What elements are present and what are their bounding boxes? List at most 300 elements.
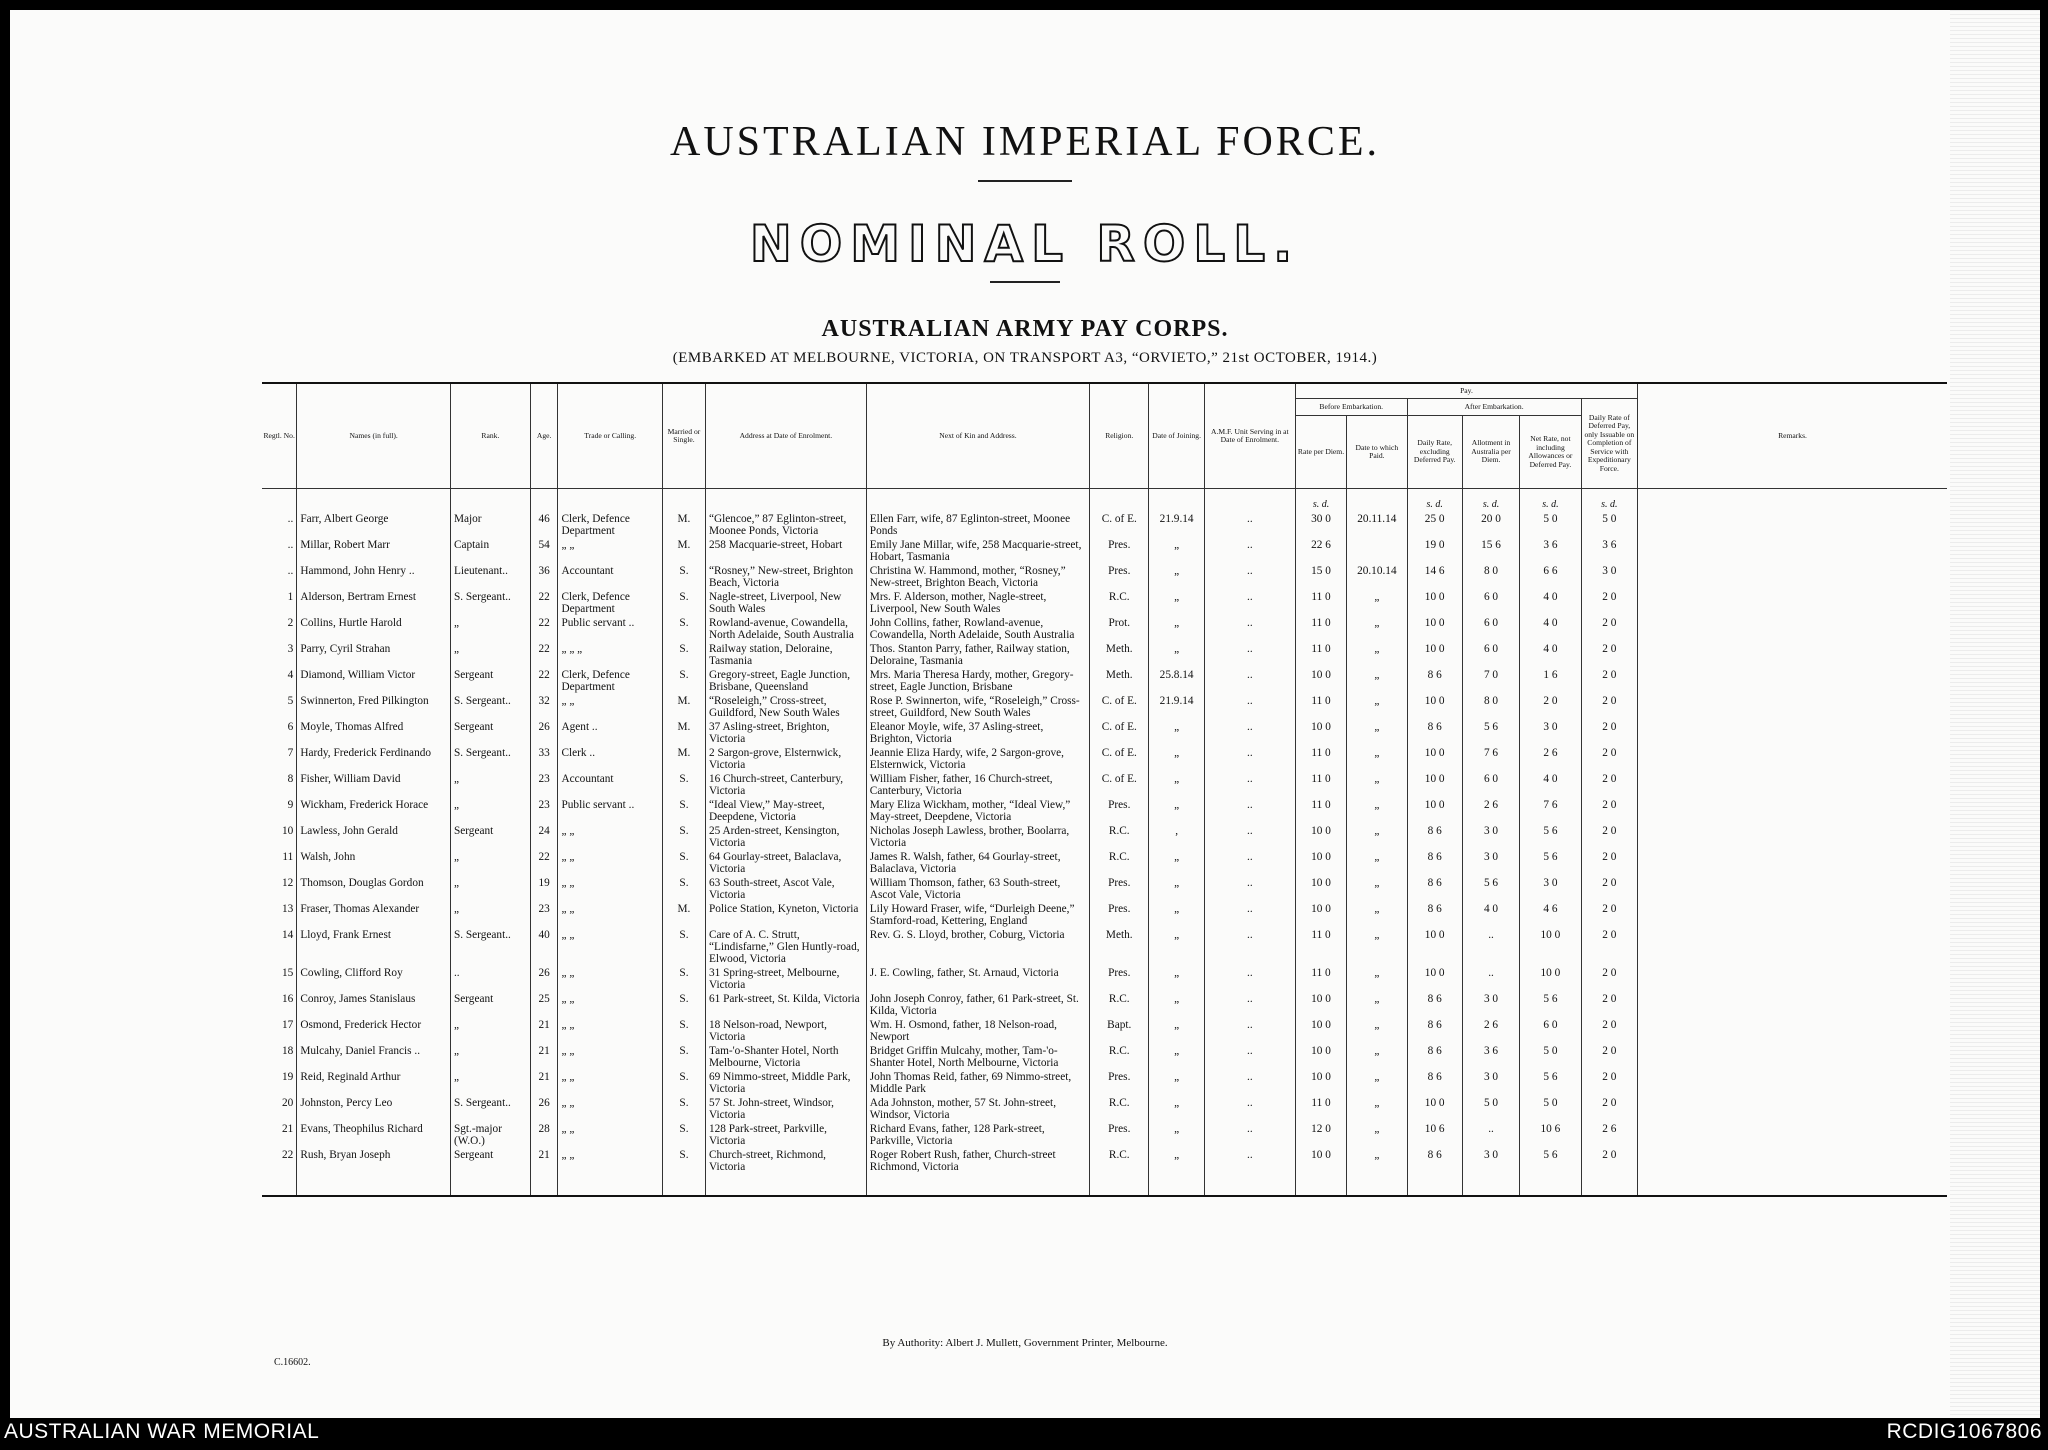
cell-married: S. [662, 1148, 705, 1196]
cell-daily-rate: 19 0 [1407, 538, 1462, 564]
cell-married: S. [662, 1018, 705, 1044]
cell-name: Alderson, Bertram Ernest [297, 590, 451, 616]
cell-amf-unit: .. [1204, 512, 1295, 538]
cell-deferred-pay: 2 0 [1581, 694, 1637, 720]
cell-remarks [1638, 798, 1947, 824]
cell-trade: „ „ „ [558, 642, 662, 668]
cell-allotment: 6 0 [1462, 642, 1519, 668]
cell-allotment: 4 0 [1462, 902, 1519, 928]
cell-net-rate: 5 0 [1520, 512, 1581, 538]
cell-married: S. [662, 590, 705, 616]
table-row [262, 1070, 1947, 1096]
table-row [262, 746, 1947, 772]
cell-next-of-kin: J. E. Cowling, father, St. Arnaud, Victoria [866, 966, 1089, 992]
cell-date-joining: , [1149, 824, 1204, 850]
cell-name: Hammond, John Henry .. [297, 564, 451, 590]
cell-date-paid: „ [1347, 798, 1407, 824]
cell-date-joining: „ [1149, 538, 1204, 564]
cell-daily-rate: 10 0 [1407, 928, 1462, 966]
cell-trade: „ „ [558, 1018, 662, 1044]
cell-deferred-pay: 2 0 [1581, 966, 1637, 992]
cell-married: M. [662, 512, 705, 538]
cell-deferred-pay: 2 0 [1581, 616, 1637, 642]
cell-net-rate: 4 0 [1520, 642, 1581, 668]
cell-trade: Clerk .. [558, 746, 662, 772]
cell-deferred-pay: 2 0 [1581, 1044, 1637, 1070]
cell-daily-rate: 8 6 [1407, 1044, 1462, 1070]
cell-religion: Pres. [1090, 564, 1149, 590]
cell-rank: S. Sergeant.. [450, 746, 530, 772]
cell-next-of-kin: Rose P. Swinnerton, wife, “Roseleigh,” Cross-street, Guildford, New South Wales [866, 694, 1089, 720]
printer-credit: By Authority: Albert J. Mullett, Government Printer, Melbourne. [882, 1337, 1168, 1349]
cell-next-of-kin: Emily Jane Millar, wife, 258 Macquarie-street, Hobart, Tasmania [866, 538, 1089, 564]
cell-name: Parry, Cyril Strahan [297, 642, 451, 668]
cell-age: 26 [530, 966, 558, 992]
units-label: s. d. [1520, 489, 1581, 513]
units-label: s. d. [1581, 489, 1637, 513]
header-married: Married or Single. [662, 383, 705, 489]
cell-amf-unit: .. [1204, 992, 1295, 1018]
cell-remarks [1638, 1096, 1947, 1122]
cell-date-joining: „ [1149, 1122, 1204, 1148]
cell-next-of-kin: Jeannie Eliza Hardy, wife, 2 Sargon-grove, Elsternwick, Victoria [866, 746, 1089, 772]
cell-rate-per-diem: 10 0 [1295, 992, 1346, 1018]
cell-deferred-pay: 2 0 [1581, 928, 1637, 966]
table-row [262, 1044, 1947, 1070]
cell-date-paid: „ [1347, 642, 1407, 668]
cell-religion: R.C. [1090, 992, 1149, 1018]
cell-allotment: 3 0 [1462, 824, 1519, 850]
cell-address: Rowland-avenue, Cowandella, North Adelaide, South Australia [705, 616, 866, 642]
cell-date-joining: „ [1149, 992, 1204, 1018]
cell-trade: Clerk, Defence Department [558, 668, 662, 694]
cell-trade: „ „ [558, 1122, 662, 1148]
cell-name: Cowling, Clifford Roy [297, 966, 451, 992]
header-trade: Trade or Calling. [558, 383, 662, 489]
cell-net-rate: 6 0 [1520, 1018, 1581, 1044]
cell-remarks [1638, 992, 1947, 1018]
cell-amf-unit: .. [1204, 1148, 1295, 1196]
cell-rank: Sergeant [450, 668, 530, 694]
cell-deferred-pay: 2 0 [1581, 746, 1637, 772]
cell-trade: „ „ [558, 1044, 662, 1070]
cell-amf-unit: .. [1204, 1122, 1295, 1148]
cell-remarks [1638, 876, 1947, 902]
cell-deferred-pay: 2 0 [1581, 772, 1637, 798]
cell-married: S. [662, 772, 705, 798]
cell-daily-rate: 10 0 [1407, 746, 1462, 772]
cell-name: Fisher, William David [297, 772, 451, 798]
cell-daily-rate: 8 6 [1407, 850, 1462, 876]
cell-rate-per-diem: 11 0 [1295, 928, 1346, 966]
cell-rank: S. Sergeant.. [450, 1096, 530, 1122]
cell-married: S. [662, 564, 705, 590]
cell-date-paid: „ [1347, 590, 1407, 616]
table-row [262, 694, 1947, 720]
table-row [262, 902, 1947, 928]
cell-age: 36 [530, 564, 558, 590]
cell-regtl-no: 12 [262, 876, 297, 902]
cell-rate-per-diem: 10 0 [1295, 902, 1346, 928]
cell-net-rate: 5 0 [1520, 1096, 1581, 1122]
cell-rate-per-diem: 10 0 [1295, 824, 1346, 850]
cell-date-joining: „ [1149, 1070, 1204, 1096]
cell-date-paid: „ [1347, 694, 1407, 720]
cell-rank: .. [450, 966, 530, 992]
cell-religion: Pres. [1090, 798, 1149, 824]
cell-rate-per-diem: 11 0 [1295, 772, 1346, 798]
header-address: Address at Date of Enrolment. [705, 383, 866, 489]
cell-rate-per-diem: 30 0 [1295, 512, 1346, 538]
cell-allotment: 15 6 [1462, 538, 1519, 564]
cell-daily-rate: 8 6 [1407, 1148, 1462, 1196]
cell-allotment: 8 0 [1462, 564, 1519, 590]
cell-remarks [1638, 564, 1947, 590]
cell-remarks [1638, 642, 1947, 668]
cell-date-paid: 20.10.14 [1347, 564, 1407, 590]
cell-remarks [1638, 902, 1947, 928]
header-deferred-pay: Daily Rate of Deferred Pay, only Issuable on Completion of Service with Expeditionary Force. [1581, 399, 1637, 489]
heading-rule [990, 281, 1060, 283]
cell-address: 25 Arden-street, Kensington, Victoria [705, 824, 866, 850]
cell-allotment: 8 0 [1462, 694, 1519, 720]
cell-regtl-no: 14 [262, 928, 297, 966]
unit-heading: AUSTRALIAN ARMY PAY CORPS. [821, 316, 1229, 342]
cell-net-rate: 10 6 [1520, 1122, 1581, 1148]
units-label: s. d. [1407, 489, 1462, 513]
cell-name: Farr, Albert George [297, 512, 451, 538]
cell-date-joining: „ [1149, 1018, 1204, 1044]
cell-name: Evans, Theophilus Richard [297, 1122, 451, 1148]
cell-name: Osmond, Frederick Hector [297, 1018, 451, 1044]
cell-age: 22 [530, 642, 558, 668]
cell-trade: Public servant .. [558, 798, 662, 824]
cell-name: Swinnerton, Fred Pilkington [297, 694, 451, 720]
cell-name: Rush, Bryan Joseph [297, 1148, 451, 1196]
cell-trade: „ „ [558, 824, 662, 850]
cell-daily-rate: 14 6 [1407, 564, 1462, 590]
cell-rate-per-diem: 10 0 [1295, 1148, 1346, 1196]
cell-date-joining: „ [1149, 876, 1204, 902]
cell-next-of-kin: Mrs. F. Alderson, mother, Nagle-street, Liverpool, New South Wales [866, 590, 1089, 616]
cell-rank: „ [450, 798, 530, 824]
cell-address: 18 Nelson-road, Newport, Victoria [705, 1018, 866, 1044]
cell-age: 54 [530, 538, 558, 564]
cell-regtl-no: 11 [262, 850, 297, 876]
cell-net-rate: 5 6 [1520, 850, 1581, 876]
cell-net-rate: 5 6 [1520, 992, 1581, 1018]
header-remarks: Remarks. [1638, 383, 1947, 489]
cell-amf-unit: .. [1204, 850, 1295, 876]
cell-remarks [1638, 720, 1947, 746]
cell-married: M. [662, 746, 705, 772]
cell-next-of-kin: John Thomas Reid, father, 69 Nimmo-street, Middle Park [866, 1070, 1089, 1096]
table-row [262, 876, 1947, 902]
table-row [262, 564, 1947, 590]
cell-daily-rate: 10 0 [1407, 772, 1462, 798]
cell-regtl-no: 4 [262, 668, 297, 694]
cell-address: 2 Sargon-grove, Elsternwick, Victoria [705, 746, 866, 772]
cell-regtl-no: 15 [262, 966, 297, 992]
cell-trade: „ „ [558, 1148, 662, 1196]
cell-address: 57 St. John-street, Windsor, Victoria [705, 1096, 866, 1122]
cell-rate-per-diem: 11 0 [1295, 642, 1346, 668]
cell-daily-rate: 8 6 [1407, 720, 1462, 746]
cell-allotment: 7 6 [1462, 746, 1519, 772]
cell-daily-rate: 10 0 [1407, 616, 1462, 642]
cell-religion: C. of E. [1090, 694, 1149, 720]
cell-name: Moyle, Thomas Alfred [297, 720, 451, 746]
cell-name: Reid, Reginald Arthur [297, 1070, 451, 1096]
cell-remarks [1638, 538, 1947, 564]
cell-regtl-no: 13 [262, 902, 297, 928]
cell-age: 40 [530, 928, 558, 966]
cell-allotment: 2 6 [1462, 1018, 1519, 1044]
cell-daily-rate: 8 6 [1407, 1070, 1462, 1096]
header-before-embarkation: Before Embarkation. [1295, 399, 1407, 416]
cell-rate-per-diem: 10 0 [1295, 1018, 1346, 1044]
cell-next-of-kin: James R. Walsh, father, 64 Gourlay-street, Balaclava, Victoria [866, 850, 1089, 876]
cell-deferred-pay: 2 0 [1581, 1018, 1637, 1044]
cell-next-of-kin: Roger Robert Rush, father, Church-street Richmond, Victoria [866, 1148, 1089, 1196]
cell-regtl-no: 21 [262, 1122, 297, 1148]
cell-age: 28 [530, 1122, 558, 1148]
cell-amf-unit: .. [1204, 1070, 1295, 1096]
cell-rate-per-diem: 11 0 [1295, 746, 1346, 772]
cell-married: S. [662, 798, 705, 824]
cell-date-joining: 25.8.14 [1149, 668, 1204, 694]
units-row [262, 489, 1947, 513]
cell-religion: Pres. [1090, 966, 1149, 992]
cell-married: S. [662, 824, 705, 850]
nominal-roll-heading: NOMINAL ROLL. [749, 215, 1301, 273]
cell-remarks [1638, 824, 1947, 850]
cell-rank: Sergeant [450, 824, 530, 850]
cell-rate-per-diem: 10 0 [1295, 720, 1346, 746]
cell-net-rate: 10 0 [1520, 928, 1581, 966]
cell-address: Church-street, Richmond, Victoria [705, 1148, 866, 1196]
cell-regtl-no: 3 [262, 642, 297, 668]
header-amf-unit: A.M.F. Unit Serving in at Date of Enrolment. [1204, 383, 1295, 489]
cell-age: 22 [530, 850, 558, 876]
cell-net-rate: 4 0 [1520, 616, 1581, 642]
cell-rate-per-diem: 10 0 [1295, 1044, 1346, 1070]
cell-allotment: 3 0 [1462, 1148, 1519, 1196]
header-rate-per-diem: Rate per Diem. [1295, 416, 1346, 489]
cell-rank: „ [450, 1018, 530, 1044]
cell-address: “Rosney,” New-street, Brighton Beach, Victoria [705, 564, 866, 590]
cell-deferred-pay: 2 0 [1581, 1096, 1637, 1122]
cell-trade: „ „ [558, 902, 662, 928]
cell-next-of-kin: Richard Evans, father, 128 Park-street, Parkville, Victoria [866, 1122, 1089, 1148]
cell-rate-per-diem: 11 0 [1295, 694, 1346, 720]
cell-religion: Pres. [1090, 538, 1149, 564]
cell-rate-per-diem: 15 0 [1295, 564, 1346, 590]
cell-rate-per-diem: 11 0 [1295, 798, 1346, 824]
cell-address: 16 Church-street, Canterbury, Victoria [705, 772, 866, 798]
cell-date-joining: „ [1149, 798, 1204, 824]
cell-allotment: 5 6 [1462, 720, 1519, 746]
cell-married: S. [662, 850, 705, 876]
cell-date-paid: „ [1347, 668, 1407, 694]
cell-religion: Prot. [1090, 616, 1149, 642]
cell-religion: Meth. [1090, 642, 1149, 668]
cell-age: 23 [530, 798, 558, 824]
cell-remarks [1638, 590, 1947, 616]
cell-religion: Meth. [1090, 928, 1149, 966]
table-row [262, 1018, 1947, 1044]
cell-trade: „ „ [558, 876, 662, 902]
cell-next-of-kin: Christina W. Hammond, mother, “Rosney,” New-street, Brighton Beach, Victoria [866, 564, 1089, 590]
archive-record-id: RCDIG1067806 [1886, 1420, 2042, 1443]
table-row [262, 590, 1947, 616]
cell-name: Wickham, Frederick Horace [297, 798, 451, 824]
cell-rank: Sergeant [450, 1148, 530, 1196]
cell-deferred-pay: 2 0 [1581, 992, 1637, 1018]
cell-rate-per-diem: 12 0 [1295, 1122, 1346, 1148]
cell-amf-unit: .. [1204, 1018, 1295, 1044]
cell-rank: „ [450, 902, 530, 928]
cell-name: Thomson, Douglas Gordon [297, 876, 451, 902]
cell-allotment: .. [1462, 1122, 1519, 1148]
cell-deferred-pay: 3 6 [1581, 538, 1637, 564]
header-next-of-kin: Next of Kin and Address. [866, 383, 1089, 489]
cell-address: Care of A. C. Strutt, “Lindisfarne,” Glen Huntly-road, Elwood, Victoria [705, 928, 866, 966]
cell-address: Tam-'o-Shanter Hotel, North Melbourne, Victoria [705, 1044, 866, 1070]
cell-remarks [1638, 1122, 1947, 1148]
cell-amf-unit: .. [1204, 1044, 1295, 1070]
table-row [262, 720, 1947, 746]
cell-daily-rate: 25 0 [1407, 512, 1462, 538]
archive-credit: AUSTRALIAN WAR MEMORIAL [4, 1420, 320, 1443]
cell-regtl-no: 20 [262, 1096, 297, 1122]
cell-next-of-kin: Mrs. Maria Theresa Hardy, mother, Gregory-street, Eagle Junction, Brisbane [866, 668, 1089, 694]
cell-date-paid: „ [1347, 1044, 1407, 1070]
cell-rate-per-diem: 11 0 [1295, 616, 1346, 642]
cell-rank: „ [450, 772, 530, 798]
cell-amf-unit: .. [1204, 538, 1295, 564]
cell-address: 37 Asling-street, Brighton, Victoria [705, 720, 866, 746]
cell-next-of-kin: Nicholas Joseph Lawless, brother, Boolarra, Victoria [866, 824, 1089, 850]
cell-allotment: 6 0 [1462, 616, 1519, 642]
table-row [262, 1122, 1947, 1148]
cell-age: 32 [530, 694, 558, 720]
cell-allotment: .. [1462, 966, 1519, 992]
cell-date-joining: „ [1149, 1096, 1204, 1122]
cell-address: Nagle-street, Liverpool, New South Wales [705, 590, 866, 616]
cell-amf-unit: .. [1204, 966, 1295, 992]
cell-deferred-pay: 2 0 [1581, 668, 1637, 694]
cell-rate-per-diem: 10 0 [1295, 850, 1346, 876]
cell-date-paid: „ [1347, 824, 1407, 850]
cell-amf-unit: .. [1204, 616, 1295, 642]
cell-amf-unit: .. [1204, 824, 1295, 850]
cell-date-paid: „ [1347, 928, 1407, 966]
cell-amf-unit: .. [1204, 928, 1295, 966]
cell-regtl-no: 1 [262, 590, 297, 616]
cell-age: 23 [530, 772, 558, 798]
header-pay: Pay. [1295, 383, 1637, 399]
cell-deferred-pay: 2 0 [1581, 850, 1637, 876]
cell-trade: „ „ [558, 1096, 662, 1122]
table-row [262, 850, 1947, 876]
roll-body [262, 489, 1947, 1197]
cell-religion: R.C. [1090, 590, 1149, 616]
cell-date-joining: „ [1149, 616, 1204, 642]
cell-married: S. [662, 1044, 705, 1070]
cell-address: 258 Macquarie-street, Hobart [705, 538, 866, 564]
cell-name: Johnston, Percy Leo [297, 1096, 451, 1122]
cell-religion: R.C. [1090, 1096, 1149, 1122]
table-row [262, 512, 1947, 538]
cell-net-rate: 5 6 [1520, 1148, 1581, 1196]
cell-daily-rate: 10 0 [1407, 1096, 1462, 1122]
table-row [262, 928, 1947, 966]
cell-net-rate: 4 6 [1520, 902, 1581, 928]
cell-address: 69 Nimmo-street, Middle Park, Victoria [705, 1070, 866, 1096]
cell-rank: S. Sergeant.. [450, 694, 530, 720]
cell-amf-unit: .. [1204, 642, 1295, 668]
table-row [262, 668, 1947, 694]
cell-daily-rate: 10 0 [1407, 590, 1462, 616]
cell-next-of-kin: John Collins, father, Rowland-avenue, Cowandella, North Adelaide, South Australia [866, 616, 1089, 642]
cell-religion: C. of E. [1090, 720, 1149, 746]
cell-age: 24 [530, 824, 558, 850]
cell-trade: „ „ [558, 992, 662, 1018]
cell-name: Walsh, John [297, 850, 451, 876]
units-label: s. d. [1295, 489, 1346, 513]
cell-net-rate: 3 0 [1520, 720, 1581, 746]
cell-amf-unit: .. [1204, 798, 1295, 824]
cell-net-rate: 4 0 [1520, 590, 1581, 616]
cell-regtl-no: 10 [262, 824, 297, 850]
cell-net-rate: 5 6 [1520, 1070, 1581, 1096]
header-daily-rate: Daily Rate, excluding Deferred Pay. [1407, 416, 1462, 489]
cell-address: 31 Spring-street, Melbourne, Victoria [705, 966, 866, 992]
cell-regtl-no: 2 [262, 616, 297, 642]
cell-daily-rate: 8 6 [1407, 876, 1462, 902]
cell-deferred-pay: 2 0 [1581, 824, 1637, 850]
cell-deferred-pay: 3 0 [1581, 564, 1637, 590]
cell-regtl-no: 17 [262, 1018, 297, 1044]
cell-net-rate: 7 6 [1520, 798, 1581, 824]
cell-daily-rate: 8 6 [1407, 668, 1462, 694]
cell-next-of-kin: William Thomson, father, 63 South-street, Ascot Vale, Victoria [866, 876, 1089, 902]
cell-remarks [1638, 1070, 1947, 1096]
cell-remarks [1638, 772, 1947, 798]
cell-rank: Sergeant [450, 720, 530, 746]
cell-regtl-no: 6 [262, 720, 297, 746]
cell-married: M. [662, 902, 705, 928]
cell-remarks [1638, 668, 1947, 694]
cell-daily-rate: 10 0 [1407, 798, 1462, 824]
cell-address: “Ideal View,” May-street, Deepdene, Victoria [705, 798, 866, 824]
units-label: s. d. [1462, 489, 1519, 513]
cell-married: S. [662, 966, 705, 992]
cell-next-of-kin: Thos. Stanton Parry, father, Railway station, Deloraine, Tasmania [866, 642, 1089, 668]
cell-daily-rate: 10 6 [1407, 1122, 1462, 1148]
cell-amf-unit: .. [1204, 694, 1295, 720]
cell-name: Mulcahy, Daniel Francis .. [297, 1044, 451, 1070]
cell-name: Conroy, James Stanislaus [297, 992, 451, 1018]
cell-deferred-pay: 2 0 [1581, 642, 1637, 668]
cell-religion: C. of E. [1090, 512, 1149, 538]
cell-remarks [1638, 616, 1947, 642]
cell-age: 21 [530, 1070, 558, 1096]
cell-regtl-no: 9 [262, 798, 297, 824]
cell-date-paid: „ [1347, 876, 1407, 902]
cell-rate-per-diem: 11 0 [1295, 590, 1346, 616]
